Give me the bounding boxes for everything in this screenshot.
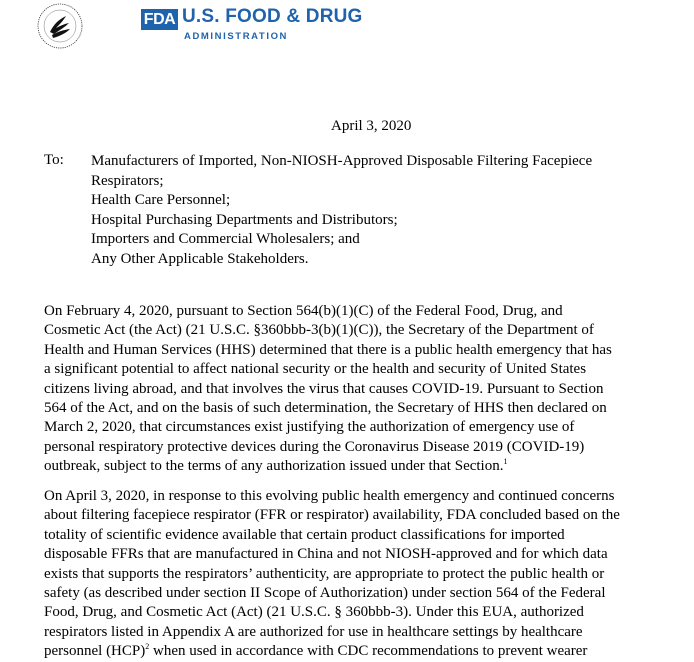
text-line: personal respiratory protective devices during the Coronavirus Disease 2019 (COVID-19)	[44, 438, 585, 455]
agency-name: U.S. FOOD & DRUG	[182, 6, 363, 27]
text-line: totality of scientific evidence available that certain product classifications for imported	[44, 526, 565, 543]
text-line: March 2, 2020, that circumstances exist justifying the authorization of emergency use of	[44, 419, 575, 436]
text-line: Health and Human Services (HHS) determined that there is a public health emergency that has	[44, 341, 612, 358]
agency-subtitle: ADMINISTRATION	[184, 31, 289, 42]
recipient-line: Respirators;	[91, 172, 164, 189]
text-line: exists that supports the respirators’ authenticity, are appropriate to protect the public health or	[44, 565, 605, 582]
text-line	[44, 457, 664, 476]
paragraph-emergency-determination	[44, 302, 664, 477]
recipient-list	[91, 152, 671, 270]
hhs-seal-logo	[36, 2, 84, 50]
recipient-line: Any Other Applicable Stakeholders.	[91, 250, 309, 267]
footnote-1-link[interactable]: 1	[503, 457, 508, 467]
text-line: a significant potential to affect national security or the health and security of United States	[44, 361, 587, 378]
paragraph-eua-conclusion	[44, 487, 664, 662]
text-line: respirators listed in Appendix A are authorized for use in healthcare settings by healthcare	[44, 623, 583, 640]
text-fragment: outbreak, subject to the terms of any authorization issued under that Section.	[44, 458, 504, 475]
text-line: safety (as described under section II Scope of Authorization) under section 564 of the Federal	[44, 585, 606, 602]
text-line	[44, 642, 664, 661]
text-line: about filtering facepiece respirator (FFR or respirator) availability, FDA concluded based on the	[44, 507, 620, 524]
recipient-line: Health Care Personnel;	[91, 192, 231, 209]
text-line: citizens living abroad, and that involves the virus that causes COVID-19. Pursuant to Section	[44, 380, 604, 397]
to-label: To:	[44, 152, 64, 168]
text-fragment: when used in accordance with CDC recommendations to prevent wearer	[149, 643, 588, 660]
text-line: 564 of the Act, and on the basis of such determination, the Secretary of HHS then declared on	[44, 400, 607, 417]
recipient-line: Manufacturers of Imported, Non-NIOSH-Approved Disposable Filtering Facepiece	[91, 153, 593, 169]
text-line: Cosmetic Act (the Act) (21 U.S.C. §360bbb-3(b)(1)(C)), the Secretary of the Department of	[44, 322, 594, 339]
recipient-line: Importers and Commercial Wholesalers; and	[91, 231, 360, 248]
text-line: On February 4, 2020, pursuant to Section 564(b)(1)(C) of the Federal Food, Drug, and	[44, 303, 563, 319]
footnote-2-link[interactable]: 2	[145, 642, 150, 652]
letterhead	[36, 0, 363, 52]
text-fragment: personnel (HCP)	[44, 643, 146, 660]
text-line: On April 3, 2020, in response to this evolving public health emergency and continued concerns	[44, 488, 615, 504]
fda-logo-box: FDA	[141, 9, 178, 30]
recipient-line: Hospital Purchasing Departments and Distributors;	[91, 211, 398, 228]
text-line: disposable FFRs that are manufactured in China and not NIOSH-approved and for which data	[44, 546, 608, 563]
text-line: Food, Drug, and Cosmetic Act (Act) (21 U.S.C. § 360bbb-3). Under this EUA, authorized	[44, 604, 584, 621]
letter-date: April 3, 2020	[331, 118, 412, 134]
